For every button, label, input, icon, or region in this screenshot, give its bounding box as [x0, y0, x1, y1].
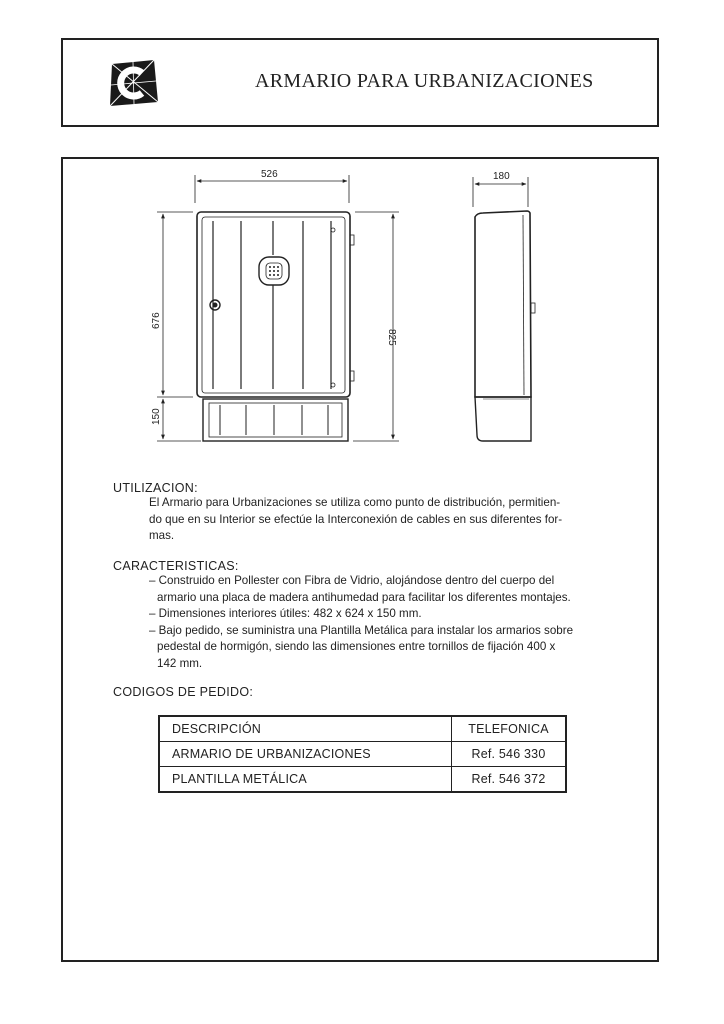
table-header-row: [159, 716, 566, 742]
table-row: [159, 767, 566, 793]
dim-width-label: 526: [261, 169, 278, 180]
codigos-heading: CODIGOS DE PEDIDO:: [113, 685, 254, 699]
text-line: 142 mm.: [157, 656, 203, 670]
dim-height-upper-label: 676: [151, 312, 162, 329]
row-reference: Ref. 546 330: [452, 742, 567, 767]
order-codes-table: [158, 715, 567, 793]
caracteristicas-text: [149, 573, 613, 672]
text-line: – Dimensiones interiores útiles: 482 x 624 x 150 mm.: [149, 607, 422, 620]
text-line: pedestal de hormigón, siendo las dimensiones entre tornillos de fijación 400 x: [157, 640, 556, 653]
company-logo-icon: [106, 58, 160, 108]
dim-height-lower-label: 150: [151, 408, 162, 425]
text-line: mas.: [149, 529, 175, 542]
text-line: El Armario para Urbanizaciones se utiliza como punto de distribución, permitien-: [149, 496, 561, 509]
text-line: – Bajo pedido, se suministra una Plantilla Metálica para instalar los armarios sobre: [149, 623, 574, 637]
utilizacion-heading: UTILIZACION:: [113, 481, 198, 495]
header-box: [61, 38, 659, 127]
header-telefonica: TELEFONICA: [452, 716, 567, 742]
header-descripcion: DESCRIPCIÓN: [159, 716, 452, 742]
row-description: PLANTILLA METÁLICA: [159, 767, 452, 793]
main-content-box: [61, 157, 659, 962]
table-row: [159, 742, 566, 767]
utilizacion-text: [149, 495, 613, 545]
text-line: – Construido en Pollester con Fibra de Vidrio, alojándose dentro del cuerpo del: [149, 574, 555, 587]
text-line: do que en su Interior se efectúe la Interconexión de cables en sus diferentes for-: [149, 512, 563, 526]
caracteristicas-heading: CARACTERISTICAS:: [113, 559, 239, 573]
dim-total-height-label: 825: [386, 329, 397, 346]
row-reference: Ref. 546 372: [452, 767, 567, 793]
dim-depth-label: 180: [493, 171, 510, 182]
page-title: ARMARIO PARA URBANIZACIONES: [255, 70, 594, 92]
text-line: armario una placa de madera antihumedad para facilitar los diferentes montajes.: [157, 590, 571, 604]
row-description: ARMARIO DE URBANIZACIONES: [159, 742, 452, 767]
technical-drawing: [63, 159, 657, 479]
